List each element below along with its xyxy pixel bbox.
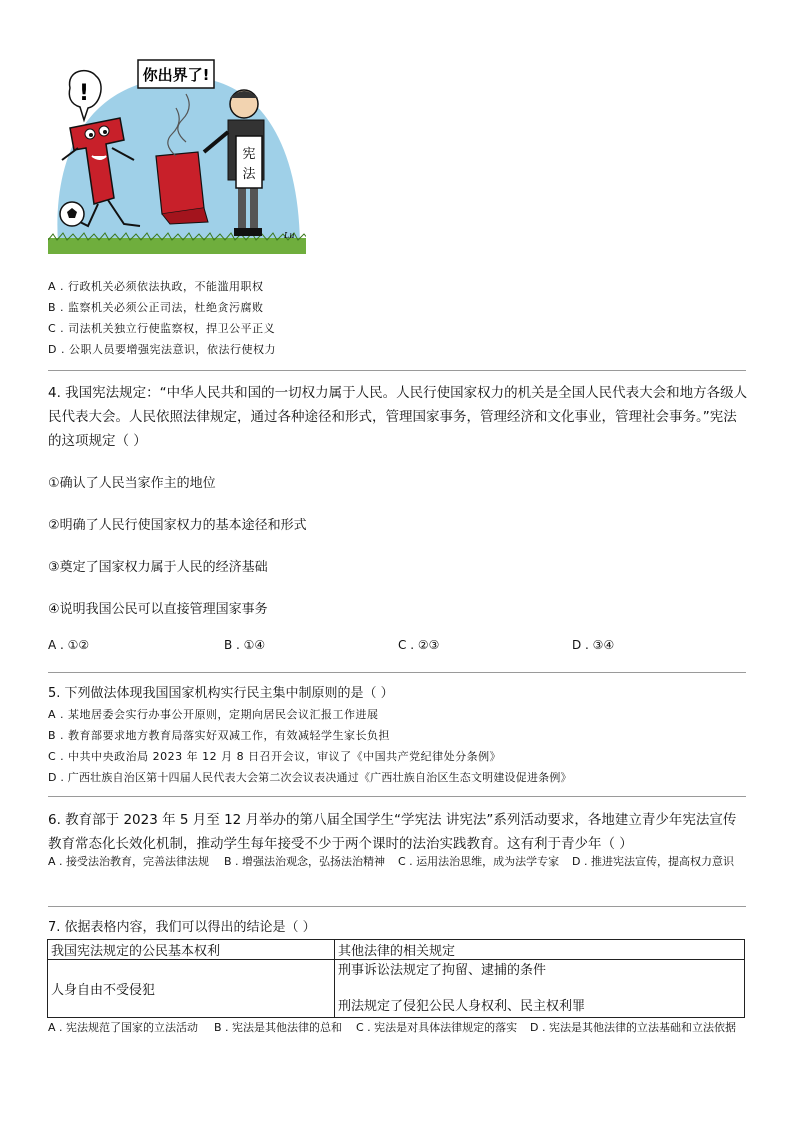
divider [48, 796, 746, 797]
q7-stem: 7. 依据表格内容，我们可以得出的结论是（ ） [48, 920, 316, 935]
table-header-right: 其他法律的相关规定 [335, 940, 745, 960]
q4-choice-a[interactable]: A . ①② [48, 638, 90, 652]
q4-choice-b[interactable]: B . ①④ [224, 638, 266, 652]
q6-option-c[interactable]: C . 运用法治思维，成为法学专家 [398, 855, 560, 868]
q6-stem: 6. 教育部于 2023 年 5 月至 12 月举办的第八届全国学生“学宪法 讲宪法”系列活动要求，各地建立青少年宪法宣传教育常态化长效化机制，推动学生每年接受不少于两个课时的法治实践教育。这有利于青少年（ ） [48, 812, 737, 852]
divider [48, 370, 746, 371]
table-cell-right-name: 人身自由不受侵犯 [48, 960, 335, 1018]
table-cell-laws [335, 960, 745, 1018]
q5-option-b[interactable]: B . 教育部要求地方教育局落实好双减工作，有效减轻学生家长负担 [48, 729, 391, 742]
q4-statement-3: ③奠定了国家权力属于人民的经济基础 [48, 560, 268, 575]
q7-option-d[interactable]: D . 宪法是其他法律的立法基础和立法依据 [530, 1021, 736, 1034]
speech-bubble-text: 你出界了! [142, 66, 210, 84]
q5-option-c[interactable]: C . 中共中央政治局 2023 年 12 月 8 日召开会议，审议了《中国共产党纪律处分条例》 [48, 750, 502, 763]
q6-option-d[interactable]: D . 推进宪法宣传，提高权力意识 [572, 855, 734, 868]
q4-choice-c[interactable]: C . ②③ [398, 638, 440, 652]
q5-option-d[interactable]: D . 广西壮族自治区第十四届人民代表大会第二次会议表决通过《广西壮族自治区生态文明建设促进条例》 [48, 771, 572, 784]
q4-statement-2: ②明确了人民行使国家权力的基本途径和形式 [48, 518, 307, 533]
q4-choice-d[interactable]: D . ③④ [572, 638, 615, 652]
q3-option-a[interactable]: A . 行政机关必须依法执政，不能滥用职权 [48, 280, 264, 293]
exclaim-mark: ! [78, 81, 90, 106]
divider [48, 672, 746, 673]
soccer-ball-icon [60, 202, 84, 226]
q3-option-c[interactable]: C . 司法机关独立行使监察权，捍卫公平正义 [48, 322, 276, 335]
q5-option-a[interactable]: A . 某地居委会实行办事公开原则，定期向居民会议汇报工作进展 [48, 708, 379, 721]
table-cell-law-2: 刑法规定了侵犯公民人身权利、民主权利罪 [338, 998, 586, 1014]
q4-stem: 4. 我国宪法规定：“中华人民共和国的一切权力属于人民。人民行使国家权力的机关是全国人民代表大会和地方各级人民代表大会。人民依照法律规定，通过各种途径和形式，管理国家事务，管理经济和文化事业，管理社会事务。”宪法的这项规定（ ） [48, 385, 748, 449]
constitution-cartoon [48, 48, 306, 254]
q7-option-b[interactable]: B . 宪法是其他法律的总和 [214, 1021, 343, 1034]
q3-option-b[interactable]: B . 监察机关必须公正司法，杜绝贪污腐败 [48, 301, 264, 314]
q6-option-b[interactable]: B . 增强法治观念，弘扬法治精神 [224, 855, 386, 868]
law-comparison-table [47, 939, 745, 1018]
speech-bubble [138, 60, 214, 88]
q3-option-d[interactable]: D . 公职人员要增强宪法意识，依法行使权力 [48, 343, 276, 356]
q5-stem: 5. 下列做法体现我国国家机构实行民主集中制原则的是（ ） [48, 686, 394, 701]
divider [48, 906, 746, 907]
table-cell-law-1: 刑事诉讼法规定了拘留、逮捕的条件 [338, 962, 547, 978]
q7-option-c[interactable]: C . 宪法是对具体法律规定的落实 [356, 1021, 518, 1034]
sign-char-1: 宪 [242, 147, 256, 162]
table-header-left: 我国宪法规定的公民基本权利 [48, 940, 335, 960]
q4-statement-1: ①确认了人民当家作主的地位 [48, 476, 216, 491]
q6-option-a[interactable]: A . 接受法治教育，完善法律法规 [48, 855, 210, 868]
q4-statement-4: ④说明我国公民可以直接管理国家事务 [48, 602, 268, 617]
q7-option-a[interactable]: A . 宪法规范了国家的立法活动 [48, 1021, 199, 1034]
sign-char-2: 法 [242, 167, 256, 182]
artist-signature: Lu [284, 231, 295, 240]
